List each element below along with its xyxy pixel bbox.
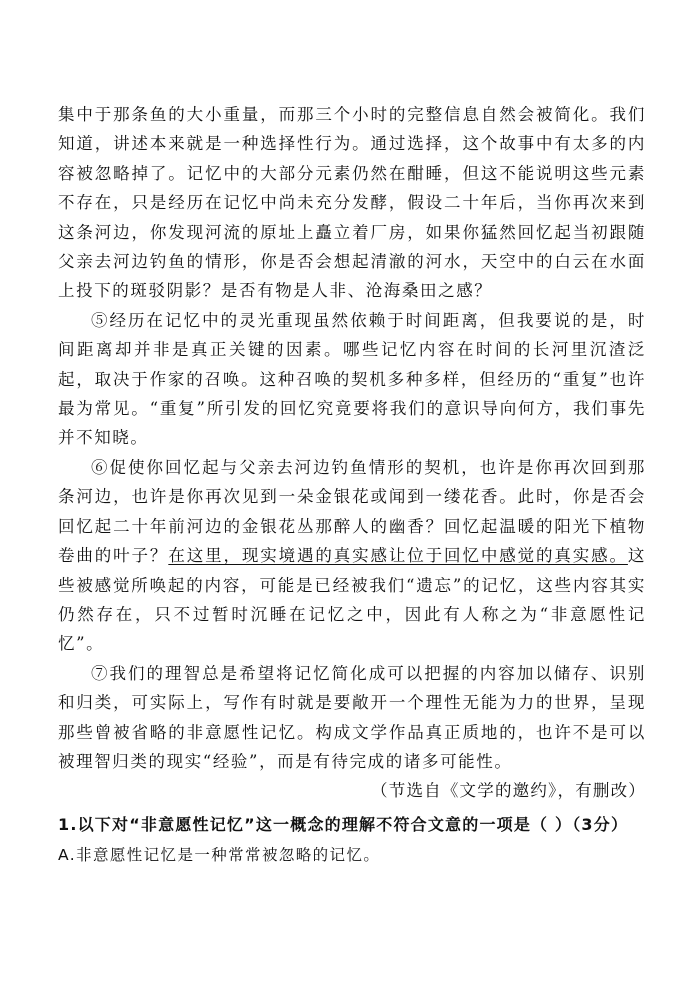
source-note: （节选自《文学的邀约》，有删改） [371, 781, 646, 801]
paragraph-6-text-after: 这些被感觉所唤起的内容，可能是已经被我们“遗忘”的记忆，这些内容其实仍然存在，只不过暂时沉睡在记忆之中，因此有人称之为“非意愿性记忆”。 [58, 546, 647, 654]
paragraph-6-text-before: ⑥促使你回忆起与父亲去河边钓鱼情形的契机，也许是你再次回到那条河边，也许是你再次见到一朵金银花或闻到一缕花香。此时，你是否会回忆起二十年前河边的金银花丛那醉人的幽香？回忆起温暖的阳光下植物卷曲的叶子？ [58, 457, 646, 566]
paragraph-7: ⑦我们的理智总是希望将记忆简化成可以把握的内容加以储存、识别和归类，可实际上，写作有时就是要敞开一个理性无能为力的世界，呈现那些曾被省略的非意愿性记忆。构成文学作品真正质地的，也许不是可以被理智归类的现实“经验”，而是有待完成的诸多可能性。 [58, 663, 646, 771]
paragraph-6 [58, 453, 646, 659]
question-1: 1.以下对“非意愿性记忆”这一概念的理解不符合文意的一项是（ ）（3分） [58, 814, 629, 834]
underlined-sentence: 在这里，现实境遇的真实感让位于回忆中感觉的真实感。 [168, 546, 628, 566]
document-page [58, 100, 646, 870]
paragraph-5: ⑤经历在记忆中的灵光重现虽然依赖于时间距离，但我要说的是，时间距离却并非是真正关键的因素。哪些记忆内容在时间的长河里沉渣泛起，取决于作家的召唤。这种召唤的契机多种多样，但经历的“重复”也许最为常见。“重复”所引发的回忆究竟要将我们的意识导向何方，我们事先并不知晓。 [58, 310, 646, 448]
option-a[interactable]: A.非意愿性记忆是一种常常被忽略的记忆。 [58, 845, 381, 864]
paragraph-4: 集中于那条鱼的大小重量，而那三个小时的完整信息自然会被简化。我们知道，讲述本来就是一种选择性行为。通过选择，这个故事中有太多的内容被忽略掉了。记忆中的大部分元素仍然在酣睡，但这不能说明这些元素不存在，只是经历在记忆中尚未充分发酵，假设二十年后，当你再次来到这条河边，你发现河流的原址上矗立着厂房，如果你猛然回忆起当初跟随父亲去河边钓鱼的情形，你是否会想起清澈的河水，天空中的白云在水面上投下的斑驳阴影？是否有物是人非、沧海桑田之感？ [58, 105, 646, 301]
